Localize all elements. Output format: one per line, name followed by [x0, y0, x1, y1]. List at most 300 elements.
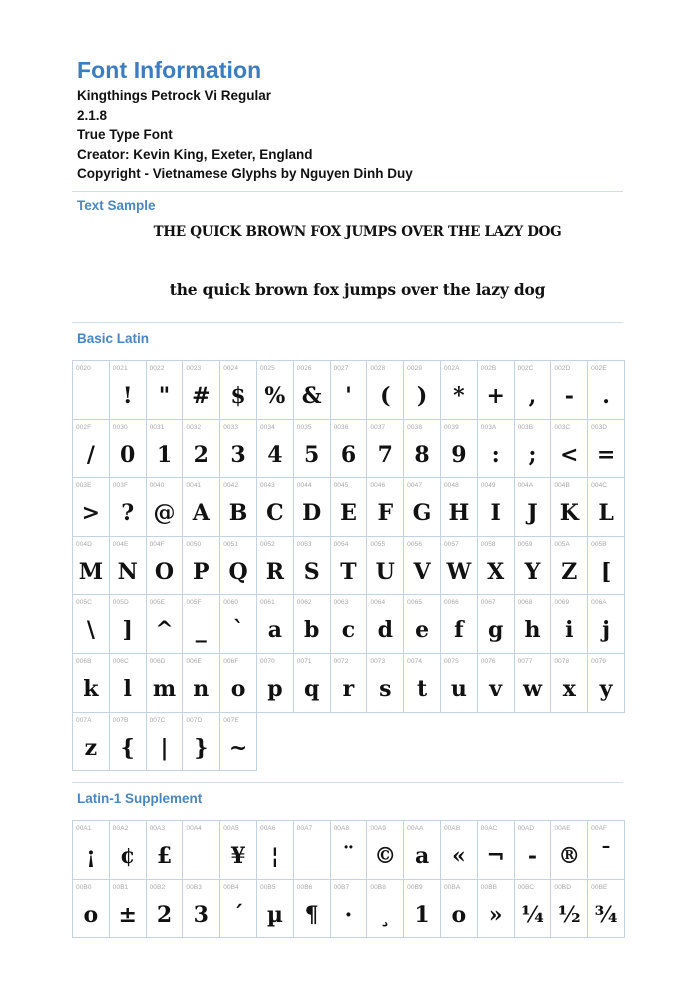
glyph-cell: [257, 880, 294, 939]
glyph-cell: [294, 654, 331, 713]
glyph-cell: [331, 595, 368, 654]
glyph-cell: [441, 537, 478, 596]
glyph-character: 5: [304, 441, 320, 468]
glyph-character: µ: [266, 901, 283, 928]
glyph-cell: [147, 478, 184, 537]
glyph-cell: [588, 361, 625, 420]
glyph-codepoint: 0073: [370, 657, 386, 665]
glyph-cell: [183, 420, 220, 479]
glyph-character: %: [264, 383, 286, 409]
glyph-codepoint: 0029: [407, 365, 423, 372]
glyph-codepoint: 0074: [407, 657, 423, 665]
glyph-character: Z: [561, 558, 578, 585]
glyph-character: h: [524, 617, 541, 644]
glyph-codepoint: 00AF: [591, 825, 608, 832]
glyph-codepoint: 00B6: [296, 883, 313, 891]
glyph-character: -: [564, 383, 574, 409]
glyph-cell: [73, 654, 110, 713]
glyph-codepoint: 0045: [333, 482, 349, 490]
glyph-character: t: [416, 675, 428, 702]
glyph-character: ]: [122, 617, 133, 644]
glyph-character: d: [377, 617, 393, 644]
glyph-codepoint: 0047: [407, 482, 423, 490]
glyph-codepoint: 0037: [370, 423, 386, 431]
glyph-cell: [367, 821, 404, 880]
glyph-codepoint: 0025: [259, 365, 275, 372]
glyph-codepoint: 0043: [259, 482, 275, 490]
section-heading-basic-latin: Basic Latin: [77, 331, 150, 346]
glyph-codepoint: 0046: [370, 482, 386, 490]
glyph-cell: [73, 537, 110, 596]
glyph-cell: [147, 537, 184, 596]
glyph-codepoint: 0020: [76, 365, 91, 372]
glyph-character: H: [448, 500, 470, 527]
glyph-codepoint: 0053: [296, 540, 312, 548]
glyph-character: 2: [193, 441, 209, 468]
glyph-codepoint: 00A5: [223, 825, 239, 832]
glyph-codepoint: 0040: [149, 482, 165, 490]
glyph-character: O: [154, 558, 175, 585]
glyph-codepoint: 0057: [443, 540, 459, 548]
glyph-character: z: [84, 734, 98, 761]
glyph-codepoint: 00B5: [259, 883, 276, 891]
glyph-codepoint: 004C: [591, 482, 608, 490]
glyph-codepoint: 0027: [333, 365, 349, 372]
glyph-codepoint: 00A9: [370, 825, 386, 832]
glyph-codepoint: 00BA: [443, 883, 461, 891]
glyph-character: T: [340, 558, 357, 585]
glyph-cell: [257, 478, 294, 537]
glyph-cell: [183, 595, 220, 654]
glyph-codepoint: 0066: [443, 599, 459, 607]
glyph-codepoint: 0076: [480, 657, 496, 665]
font-metadata: [77, 86, 413, 184]
glyph-cell: [588, 821, 625, 880]
glyph-codepoint: 00AD: [517, 825, 535, 832]
glyph-cell: [147, 595, 184, 654]
glyph-codepoint: 0079: [591, 657, 607, 665]
glyph-codepoint: 0023: [186, 365, 202, 372]
glyph-cell: [183, 821, 220, 880]
glyph-codepoint: 00B7: [333, 883, 350, 891]
glyph-codepoint: 00B4: [223, 883, 239, 891]
glyph-cell: [110, 595, 147, 654]
glyph-cell: [331, 361, 368, 420]
glyph-character: c: [341, 617, 356, 644]
glyph-character: x: [562, 675, 576, 702]
glyph-character: E: [340, 500, 357, 527]
glyph-character: j: [602, 617, 611, 644]
divider: [72, 322, 623, 323]
glyph-codepoint: 0021: [112, 365, 128, 372]
glyph-character: /: [86, 441, 95, 468]
glyph-character: ,: [528, 383, 537, 409]
glyph-codepoint: 002F: [76, 423, 92, 431]
glyph-character: :: [491, 441, 500, 468]
glyph-character: W: [446, 558, 472, 585]
glyph-character: U: [375, 558, 395, 585]
glyph-cell: [220, 654, 257, 713]
glyph-codepoint: 00A7: [296, 825, 313, 832]
glyph-cell: [183, 361, 220, 420]
glyph-codepoint: 0068: [517, 599, 533, 607]
glyph-cell: [588, 654, 625, 713]
glyph-codepoint: 0054: [333, 540, 349, 548]
glyph-cell: [331, 880, 368, 939]
glyph-character: 8: [414, 441, 430, 468]
glyph-character: 4: [267, 441, 283, 468]
glyph-character: ¼: [520, 901, 544, 928]
glyph-cell: [551, 821, 588, 880]
glyph-codepoint: 0078: [554, 657, 570, 665]
glyph-codepoint: 0048: [443, 482, 459, 490]
glyph-cell: [73, 880, 110, 939]
glyph-cell: [220, 478, 257, 537]
glyph-cell: [551, 537, 588, 596]
glyph-cell: [588, 595, 625, 654]
glyph-cell: [478, 595, 515, 654]
glyph-character: k: [83, 675, 99, 702]
glyph-cell: [551, 420, 588, 479]
glyph-cell: [478, 880, 515, 939]
section-heading-latin1-supplement: Latin-1 Supplement: [77, 791, 203, 806]
glyph-character: S: [303, 558, 320, 585]
glyph-cell: [331, 537, 368, 596]
glyph-codepoint: 00BC: [517, 883, 535, 891]
glyph-codepoint: 0033: [223, 423, 239, 431]
glyph-character: B: [228, 500, 248, 527]
glyph-codepoint: 0042: [223, 482, 239, 490]
glyph-cell: [551, 478, 588, 537]
glyph-character: o: [83, 901, 99, 928]
glyph-codepoint: 0070: [259, 657, 275, 665]
glyph-character: M: [78, 558, 104, 585]
divider: [72, 191, 623, 192]
glyph-codepoint: 0030: [112, 423, 128, 431]
glyph-cell: [404, 595, 441, 654]
glyph-codepoint: 0051: [223, 540, 239, 548]
glyph-character: v: [489, 675, 503, 702]
glyph-codepoint: 0036: [333, 423, 349, 431]
glyph-codepoint: 0058: [480, 540, 496, 548]
glyph-character: !: [122, 383, 133, 409]
font-name: Kingthings Petrock Vi Regular: [77, 88, 272, 103]
glyph-codepoint: 003B: [517, 423, 534, 431]
glyph-codepoint: 002D: [554, 365, 571, 372]
glyph-cell: [147, 880, 184, 939]
glyph-character: }: [194, 734, 209, 761]
glyph-cell: [110, 361, 147, 420]
glyph-codepoint: 003A: [480, 423, 497, 431]
glyph-codepoint: 002E: [591, 365, 607, 372]
glyph-cell: [220, 361, 257, 420]
glyph-codepoint: 0039: [443, 423, 459, 431]
glyph-cell: [588, 420, 625, 479]
glyph-cell: [257, 361, 294, 420]
glyph-codepoint: 00B8: [370, 883, 386, 891]
glyph-codepoint: 00AE: [554, 825, 571, 832]
glyph-cell: [110, 478, 147, 537]
glyph-cell: [220, 880, 257, 939]
glyph-cell: [220, 821, 257, 880]
glyph-codepoint: 0034: [259, 423, 275, 431]
glyph-codepoint: 0032: [186, 423, 202, 431]
glyph-cell: [367, 361, 404, 420]
glyph-character: ": [158, 383, 171, 409]
glyph-character: ¡: [86, 843, 96, 869]
glyph-character: [: [600, 558, 612, 585]
glyph-character: ©: [374, 843, 397, 869]
glyph-codepoint: 0049: [480, 482, 496, 490]
glyph-character: 0: [120, 441, 136, 468]
glyph-cell: [478, 420, 515, 479]
glyph-character: ): [416, 383, 428, 409]
glyph-character: f: [454, 617, 464, 644]
glyph-codepoint: 005E: [149, 599, 166, 607]
glyph-character: «: [451, 843, 466, 869]
glyph-character: ?: [121, 500, 135, 527]
glyph-character: ½: [557, 901, 581, 928]
glyph-codepoint: 00B1: [112, 883, 129, 891]
glyph-cell: [515, 595, 552, 654]
glyph-codepoint: 004A: [517, 482, 534, 490]
divider: [72, 782, 623, 783]
glyph-cell: [441, 420, 478, 479]
glyph-character: »: [488, 901, 503, 928]
glyph-cell: [367, 420, 404, 479]
glyph-cell: [478, 478, 515, 537]
glyph-character: 1: [156, 441, 173, 468]
glyph-codepoint: 0024: [223, 365, 239, 372]
glyph-cell: [367, 537, 404, 596]
glyph-character: #: [192, 383, 211, 409]
glyph-cell: [147, 361, 184, 420]
glyph-cell: [294, 537, 331, 596]
glyph-character: u: [450, 675, 467, 702]
glyph-codepoint: 00AC: [480, 825, 498, 832]
glyph-character: m: [152, 675, 177, 702]
glyph-cell: [588, 478, 625, 537]
glyph-codepoint: 004F: [149, 540, 165, 548]
glyph-codepoint: 0041: [186, 482, 202, 490]
glyph-codepoint: 003C: [554, 423, 571, 431]
glyph-codepoint: 007D: [186, 716, 203, 724]
glyph-cell: [220, 420, 257, 479]
glyph-codepoint: 00AA: [407, 825, 424, 832]
glyph-cell: [331, 478, 368, 537]
glyph-cell: [331, 654, 368, 713]
glyph-cell: [367, 654, 404, 713]
glyph-character: g: [487, 617, 504, 644]
glyph-character: |: [160, 734, 169, 761]
glyph-codepoint: 0064: [370, 599, 386, 607]
glyph-codepoint: 0056: [407, 540, 423, 548]
glyph-cell: [110, 654, 147, 713]
font-creator: Creator: Kevin King, Exeter, England: [77, 146, 313, 162]
glyph-codepoint: 006A: [591, 599, 607, 607]
glyph-character: &: [301, 383, 322, 409]
glyph-codepoint: 0063: [333, 599, 349, 607]
glyph-codepoint: 00BB: [480, 883, 498, 891]
text-sample-lowercase: the quick brown fox jumps over the lazy dog: [169, 280, 546, 299]
glyph-character: q: [303, 675, 320, 702]
glyph-codepoint: 00A4: [186, 825, 202, 832]
glyph-character: ¦: [270, 843, 279, 869]
glyph-cell: [367, 478, 404, 537]
glyph-cell: [110, 880, 147, 939]
glyph-character: (: [380, 383, 391, 409]
glyph-cell: [220, 713, 257, 772]
glyph-character: ¸: [379, 901, 391, 928]
glyph-character: l: [123, 675, 132, 702]
glyph-codepoint: 007C: [149, 716, 166, 724]
glyph-character: D: [302, 500, 322, 527]
glyph-codepoint: 0052: [259, 540, 275, 548]
glyph-cell: [515, 880, 552, 939]
glyph-cell: [404, 420, 441, 479]
glyph-cell: [441, 595, 478, 654]
glyph-character: p: [267, 675, 283, 702]
glyph-character: C: [266, 500, 284, 527]
glyph-cell: [147, 654, 184, 713]
glyph-codepoint: 00A6: [259, 825, 276, 832]
glyph-character: ': [345, 383, 352, 409]
glyph-cell: [441, 654, 478, 713]
glyph-character: ¨: [342, 843, 354, 869]
glyph-cell: [404, 478, 441, 537]
glyph-codepoint: 002A: [443, 365, 460, 372]
glyph-character: F: [377, 500, 394, 527]
glyph-codepoint: 005F: [186, 599, 202, 607]
glyph-character: A: [192, 500, 210, 527]
glyph-character: ¢: [120, 843, 136, 869]
glyph-cell: [294, 361, 331, 420]
glyph-cell: [478, 654, 515, 713]
glyph-codepoint: 0077: [517, 657, 533, 665]
glyph-cell: [588, 880, 625, 939]
glyph-character: ¶: [304, 901, 319, 928]
glyph-codepoint: 00B2: [149, 883, 166, 891]
glyph-cell: [441, 361, 478, 420]
glyph-codepoint: 007E: [223, 716, 239, 724]
glyph-codepoint: 002B: [480, 365, 497, 372]
glyph-character: £: [156, 843, 173, 869]
glyph-character: 3: [230, 441, 246, 468]
glyph-character: 6: [340, 441, 357, 468]
glyph-cell: [588, 537, 625, 596]
glyph-character: K: [559, 500, 579, 527]
glyph-cell: [331, 821, 368, 880]
glyph-codepoint: 0062: [296, 599, 312, 607]
glyph-character: 9: [451, 441, 467, 468]
glyph-codepoint: 0060: [223, 599, 239, 607]
latin1-supplement-glyph-grid: [72, 820, 625, 938]
glyph-character: r: [342, 675, 355, 702]
glyph-cell: [441, 880, 478, 939]
glyph-codepoint: 006C: [112, 657, 129, 665]
glyph-character: {: [120, 734, 135, 761]
font-type: True Type Font: [77, 127, 173, 142]
glyph-codepoint: 0055: [370, 540, 386, 548]
glyph-character: X: [487, 558, 505, 585]
glyph-cell: [73, 713, 110, 772]
glyph-cell: [294, 595, 331, 654]
glyph-character: Y: [524, 558, 541, 585]
glyph-cell: [183, 537, 220, 596]
glyph-character: G: [412, 500, 432, 527]
glyph-cell: [257, 595, 294, 654]
glyph-cell: [515, 537, 552, 596]
font-copyright: Copyright - Vietnamese Glyphs by Nguyen Dinh Duy: [77, 166, 413, 181]
glyph-codepoint: 0022: [149, 365, 165, 372]
glyph-character: ´: [232, 901, 244, 928]
glyph-cell: [220, 537, 257, 596]
glyph-codepoint: 0035: [296, 423, 312, 431]
glyph-character: R: [265, 558, 285, 585]
glyph-codepoint: 006D: [149, 657, 166, 665]
glyph-codepoint: 0061: [259, 599, 275, 607]
glyph-codepoint: 0059: [517, 540, 533, 548]
glyph-character: n: [193, 675, 210, 702]
glyph-character: a: [267, 617, 283, 644]
glyph-character: I: [490, 500, 501, 527]
glyph-cell: [183, 654, 220, 713]
glyph-character: +: [486, 383, 505, 409]
glyph-character: s: [379, 675, 392, 702]
glyph-character: ¯: [600, 843, 612, 869]
glyph-cell: [515, 361, 552, 420]
section-heading-text-sample: Text Sample: [77, 198, 156, 213]
glyph-character: P: [193, 558, 210, 585]
glyph-codepoint: 0038: [407, 423, 423, 431]
glyph-cell: [515, 420, 552, 479]
glyph-cell: [257, 537, 294, 596]
glyph-character: ^: [155, 617, 174, 644]
glyph-cell: [147, 420, 184, 479]
glyph-codepoint: 004E: [112, 540, 129, 548]
glyph-codepoint: 00A3: [149, 825, 166, 832]
glyph-cell: [73, 821, 110, 880]
glyph-codepoint: 0044: [296, 482, 312, 490]
glyph-character: i: [565, 617, 574, 644]
glyph-codepoint: 00BE: [591, 883, 608, 891]
glyph-character: 2: [156, 901, 173, 928]
glyph-character: @: [153, 500, 176, 527]
glyph-character: ;: [528, 441, 537, 468]
glyph-character: ±: [118, 901, 137, 928]
glyph-character: \: [86, 617, 95, 644]
glyph-cell: [110, 821, 147, 880]
glyph-character: o: [451, 901, 467, 928]
glyph-codepoint: 0067: [480, 599, 496, 607]
glyph-codepoint: 0069: [554, 599, 570, 607]
glyph-cell: [110, 420, 147, 479]
glyph-cell: [441, 478, 478, 537]
glyph-character: L: [598, 500, 614, 527]
glyph-codepoint: 0050: [186, 540, 202, 548]
glyph-character: ~: [228, 734, 248, 761]
glyph-codepoint: 006B: [76, 657, 92, 665]
glyph-cell: [294, 420, 331, 479]
glyph-codepoint: 005C: [76, 599, 92, 607]
glyph-cell: [110, 713, 147, 772]
glyph-codepoint: 00BD: [554, 883, 572, 891]
glyph-character: ¬: [486, 843, 505, 869]
glyph-cell: [220, 595, 257, 654]
glyph-cell: [73, 595, 110, 654]
glyph-codepoint: 0031: [149, 423, 165, 431]
glyph-cell: [515, 478, 552, 537]
